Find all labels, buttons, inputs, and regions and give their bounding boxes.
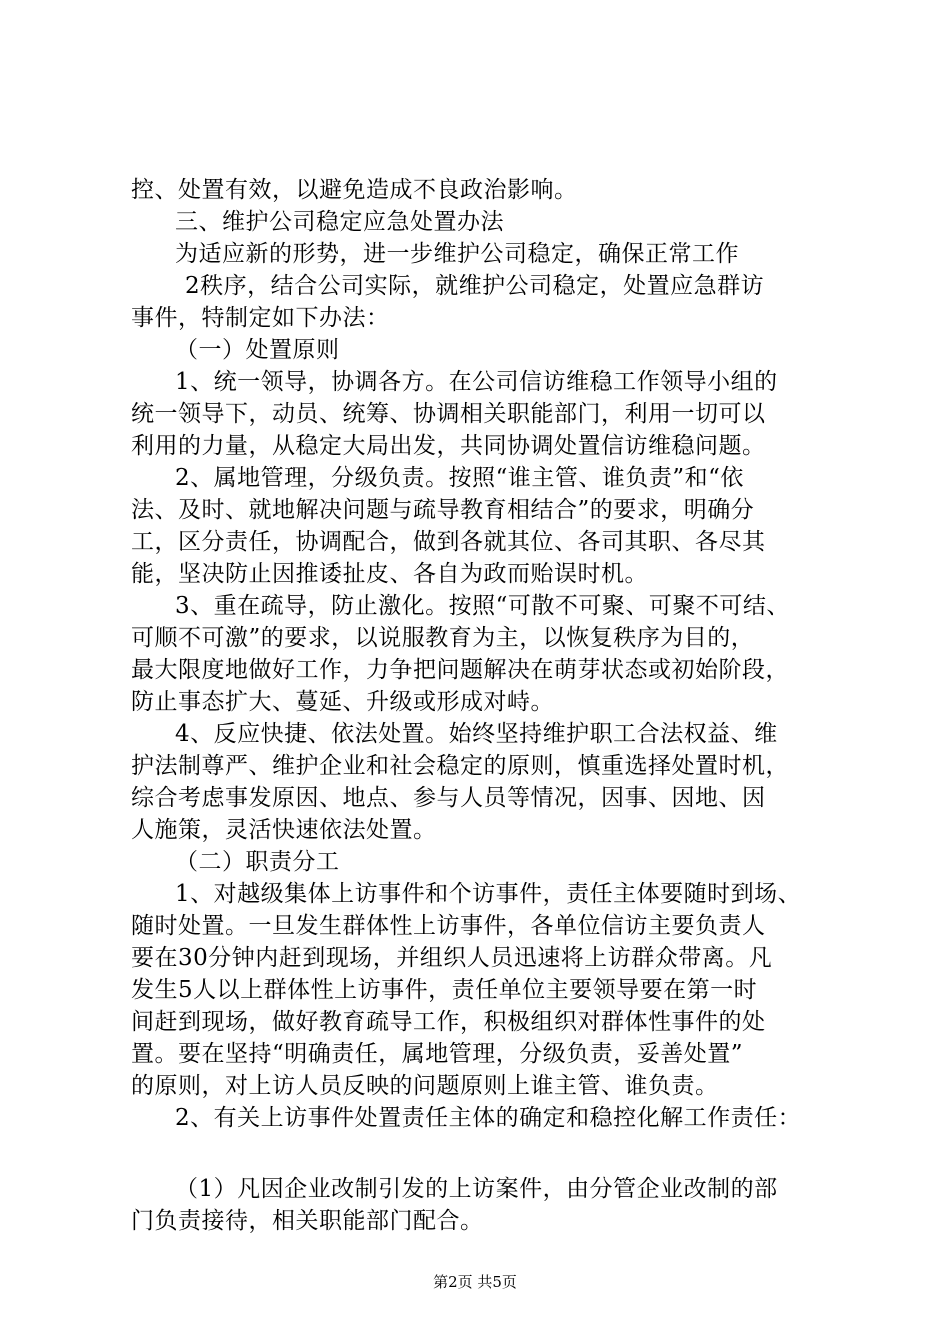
section-heading-3: 三、维护公司稳定应急处置办法 [175, 209, 504, 235]
text-line-23: 1、对越级集体上访事件和个访事件，责任主体要随时到场、 [175, 881, 802, 907]
subsection-heading-1: （一）处置原则 [175, 337, 340, 363]
text-line-19: 护法制尊严、维护企业和社会稳定的原则，慎重选择处置时机， [131, 753, 789, 779]
text-line-28: 置。要在坚持“明确责任，属地管理，分级负责，妥善处置” [131, 1041, 744, 1067]
text-line-26: 发生5人以上群体性上访事件，责任单位主要领导要在第一时 [131, 977, 758, 1003]
text-line-5: 事件，特制定如下办法： [131, 305, 390, 331]
text-line-30: 2、有关上访事件处置责任主体的确定和稳控化解工作责任： [175, 1105, 802, 1131]
text-line-16: 最大限度地做好工作，力争把问题解决在萌芽状态或初始阶段， [131, 657, 789, 683]
text-line-9: 利用的力量，从稳定大局出发，共同协调处置信访维稳问题。 [131, 433, 766, 459]
text-line-15: 可顺不可激”的要求，以说服教育为主，以恢复秩序为目的， [131, 625, 755, 651]
text-line-24: 随时处置。一旦发生群体性上访事件，各单位信访主要负责人 [131, 913, 766, 939]
text-line-3: 为适应新的形势，进一步维护公司稳定，确保正常工作 [175, 241, 739, 267]
text-line-29: 的原则，对上访人员反映的问题原则上谁主管、谁负责。 [131, 1073, 719, 1099]
text-line-12: 工，区分责任，协调配合，做到各就其位、各司其职、各尽其 [131, 529, 766, 555]
text-line-7: 1、统一领导，协调各方。在公司信访维稳工作领导小组的 [175, 369, 778, 395]
text-line-20: 综合考虑事发原因、地点、参与人员等情况，因事、因地、因 [131, 785, 766, 811]
text-line-25: 要在30分钟内赶到现场，并组织人员迅速将上访群众带离。凡 [131, 945, 773, 971]
page-footer: 第2页 共5页 [433, 1273, 517, 1291]
text-line-17: 防止事态扩大、蔓延、升级或形成对峙。 [131, 689, 554, 715]
text-line-27: 间赶到现场，做好教育疏导工作，积极组织对群体性事件的处 [131, 1009, 766, 1035]
text-line-10: 2、属地管理，分级负责。按照“谁主管、谁负责”和“依 [175, 465, 744, 491]
text-line-1: 控、处置有效，以避免造成不良政治影响。 [131, 177, 578, 203]
text-line-14: 3、重在疏导，防止激化。按照“可散不可聚、可聚不可结、 [175, 593, 790, 619]
text-line-13: 能，坚决防止因推诿扯皮、各自为政而贻误时机。 [131, 561, 648, 587]
text-line-11: 法、及时、就地解决问题与疏导教育相结合”的要求，明确分 [131, 497, 755, 523]
text-line-21: 人施策，灵活快速依法处置。 [131, 817, 437, 843]
subsection-heading-2: （二）职责分工 [175, 849, 340, 875]
text-line-32: 门负责接待，相关职能部门配合。 [131, 1208, 484, 1234]
text-line-31: （1）凡因企业改制引发的上访案件，由分管企业改制的部 [175, 1176, 778, 1202]
text-line-18: 4、反应快捷、依法处置。始终坚持维护职工合法权益、维 [175, 721, 778, 747]
text-line-8: 统一领导下，动员、统筹、协调相关职能部门，利用一切可以 [131, 401, 766, 427]
text-line-4: 2秩序，结合公司实际，就维护公司稳定，处置应急群访 [185, 273, 765, 299]
